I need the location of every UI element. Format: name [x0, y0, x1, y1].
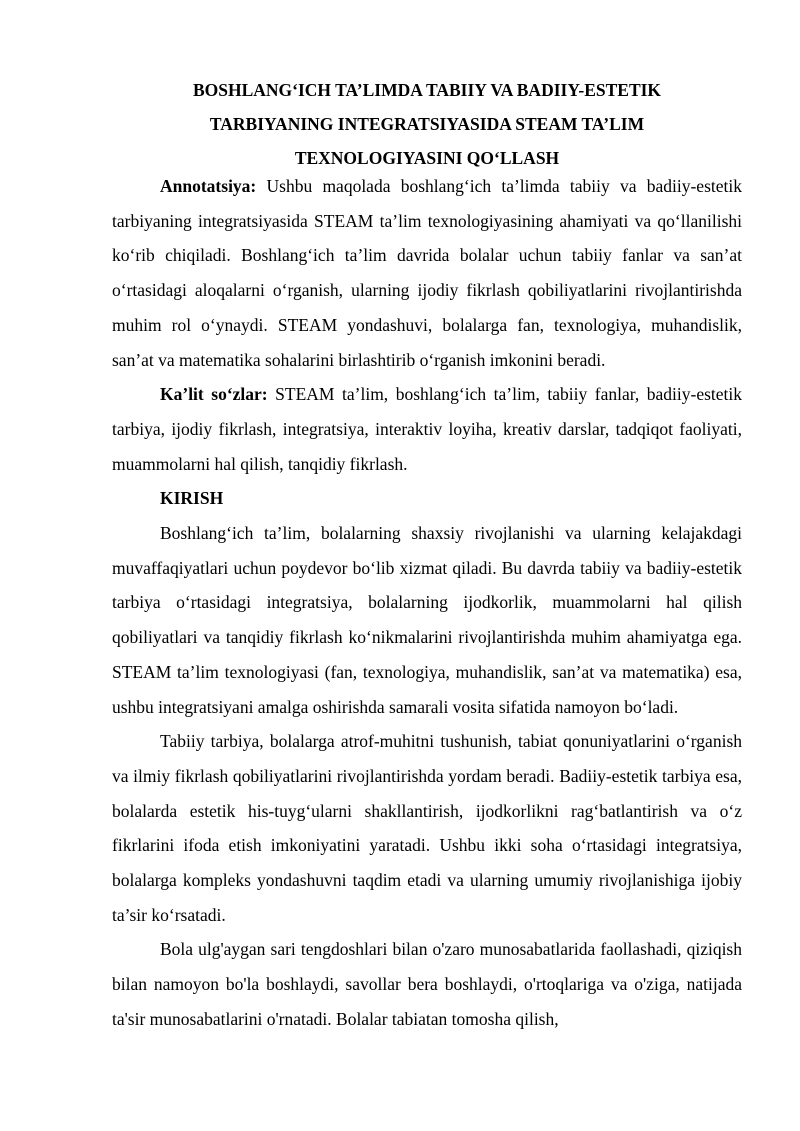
article-title	[112, 73, 742, 175]
abstract-text: Ushbu maqolada boshlang‘ich ta’limda tabiiy va badiiy-estetik tarbiyaning integratsiyasida STEAM ta’lim texnologiyasining ahamiyati va qo‘llanilishi ko‘rib chiqiladi. Boshlang‘ich ta’lim davrida bolalar uchun tabiiy fanlar va san’at o‘rtasidagi aloqalarni o‘rganish, ularning ijodiy fikrlash qobiliyatlarini rivojlantirishda muhim rol o‘ynaydi. STEAM yondashuvi, bolalarga fan, texnologiya, muhandislik, san’at va matematika sohalarini birlashtirib o‘rganish imkonini beradi.	[112, 176, 742, 370]
section-heading-intro: KIRISH	[160, 488, 224, 509]
article-body	[112, 169, 742, 1037]
keywords-text: STEAM ta’lim, boshlang‘ich ta’lim, tabiiy fanlar, badiiy-estetik tarbiya, ijodiy fikrlash, integratsiya, interaktiv loyiha, kreativ darslar, tadqiqot faoliyati, muammolarni hal qilish, tanqidiy fikrlash.	[112, 384, 742, 474]
title-line-2: TARBIYANING INTEGRATSIYASIDA STEAM TA’LIM	[209, 114, 645, 134]
title-line-3: TEXNOLOGIYASINI QO‘LLASH	[294, 148, 560, 168]
body-paragraph-3: Bola ulg'aygan sari tengdoshlari bilan o'zaro munosabatlarida faollashadi, qiziqish bilan namoyon bo'la boshlaydi, savollar bera boshlaydi, o'rtoqlariga va o'ziga, natijada ta'sir munosabatlarini o'rnatadi. Bolalar tabiatan tomosha qilish,	[112, 939, 742, 1029]
keywords-label: Ka’lit so‘zlar:	[160, 384, 268, 405]
title-line-1: BOSHLANG‘ICH TA’LIMDA TABIIY VA BADIIY-ESTETIK	[192, 80, 662, 100]
abstract-paragraph	[112, 169, 742, 377]
body-paragraph-1: Boshlang‘ich ta’lim, bolalarning shaxsiy rivojlanishi va ularning kelajakdagi muvaffaqiyatlari uchun poydevor bo‘lib xizmat qiladi. Bu davrda tabiiy va badiiy-estetik tarbiya o‘rtasidagi integratsiya, bolalarning ijodkorlik, muammolarni hal qilish qobiliyatlari va tanqidiy fikrlash ko‘nikmalarini rivojlantirishda muhim ahamiyatga ega. STEAM ta’lim texnologiyasi (fan, texnologiya, muhandislik, san’at va matematika) esa, ushbu integratsiyani amalga oshirishda samarali vosita sifatida namoyon bo‘ladi.	[112, 523, 742, 717]
abstract-label: Annotatsiya:	[160, 176, 257, 196]
body-paragraph-2: Tabiiy tarbiya, bolalarga atrof-muhitni tushunish, tabiat qonuniyatlarini o‘rganish va ilmiy fikrlash qobiliyatlarini rivojlantirishda yordam beradi. Badiiy-estetik tarbiya esa, bolalarda estetik his-tuyg‘ularni shakllantirish, ijodkorlikni rag‘batlantirish va o‘z fikrlarini ifoda etish imkoniyatini yaratadi. Ushbu ikki soha o‘rtasidagi integratsiya, bolalarga kompleks yondashuvni taqdim etadi va ularning umumiy rivojlanishiga ijobiy ta’sir ko‘rsatadi.	[112, 731, 742, 925]
keywords-paragraph	[112, 377, 742, 481]
